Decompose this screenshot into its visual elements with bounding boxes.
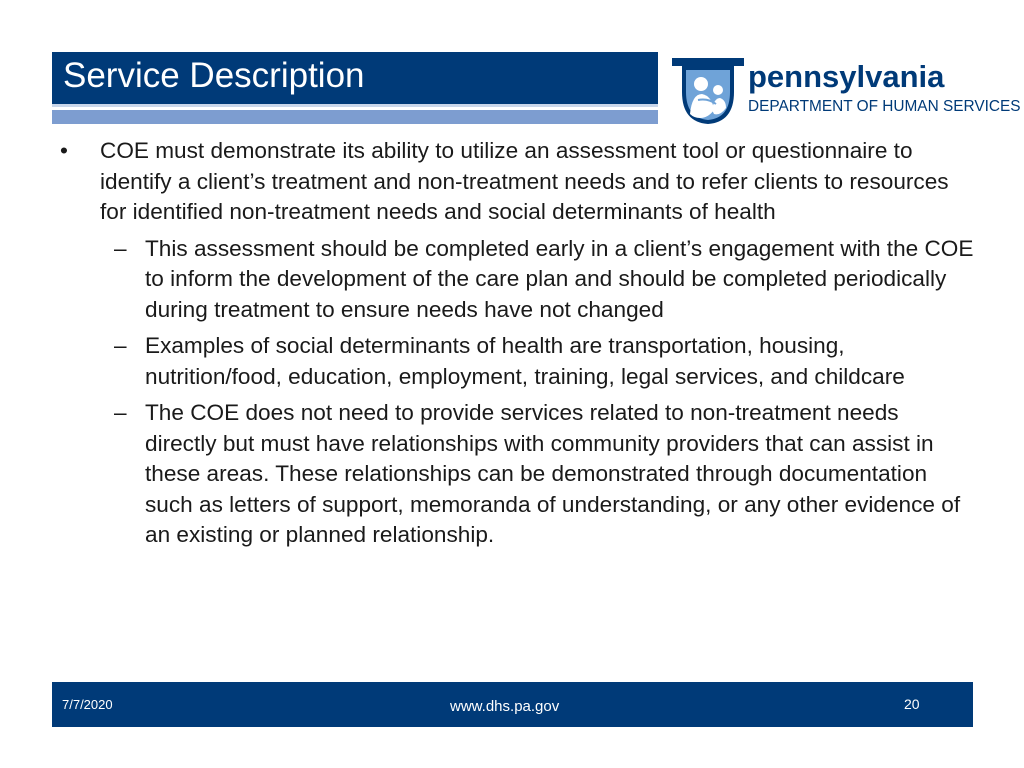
slide-title: Service Description [63,56,365,95]
logo-text-state: pennsylvania [748,59,945,94]
sub-bullet-marker: – [114,400,127,425]
sub-bullet-text: Examples of social determinants of health are transportation, housing, nutrition/food, education, employment, training, legal services, and childcare [145,333,905,389]
footer-url: www.dhs.pa.gov [450,698,560,715]
sub-bullet-item [56,398,976,551]
bullet-text: COE must demonstrate its ability to utilize an assessment tool or questionnaire to identify a client’s treatment and non-treatment needs and to refer clients to resources for identified non-treatment needs and social determinants of health [100,138,949,224]
page-number: 20 [904,696,920,712]
title-accent-line [52,104,658,107]
footer-bar [52,682,973,727]
pa-dhs-logo [670,52,1021,128]
slide-content [56,136,976,551]
bullet-item [56,136,976,228]
sub-bullet-item [56,234,976,326]
sub-bullet-item [56,331,976,392]
keystone-family-icon [670,52,746,126]
sub-bullet-text: This assessment should be completed early in a client’s engagement with the COE to inform the development of the care plan and should be completed periodically during treatment to ensure needs have not changed [145,235,974,322]
sub-bullet-text: The COE does not need to provide services related to non-treatment needs directly but must have relationships with community providers that can assist in these areas. These relationships can be demonstrated through documentation such as letters of support, memoranda of understanding, or any other evidence of an existing or planned relationship. [145,400,961,547]
footer-date: 7/7/2020 [62,697,113,712]
title-underline-bar [52,110,658,124]
logo-text-department: DEPARTMENT OF HUMAN SERVICES [748,98,1021,115]
bullet-marker: • [60,138,68,163]
sub-bullet-marker: – [114,333,127,358]
title-bar [52,52,658,104]
sub-bullet-marker: – [114,235,127,261]
